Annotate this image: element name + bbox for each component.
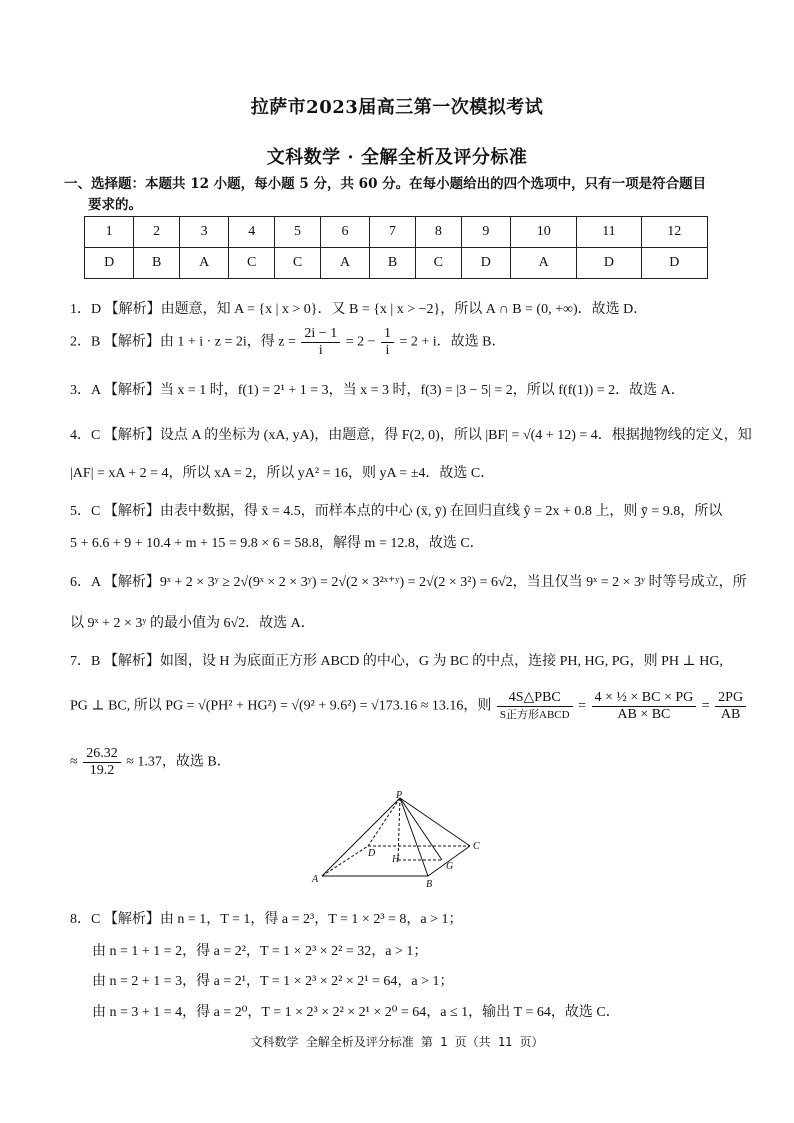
q7-frac1-numerator: 4S△PBC (497, 690, 573, 707)
exam-subtitle: 文科数学 · 全解全析及评分标准 (266, 147, 528, 168)
q2-frac2-denominator: i (385, 343, 390, 358)
solution-q1: 1．D 【解析】由题意，知 A = {x | x > 0}．又 B = {x | x > −2}，所以 A ∩ B = (0, +∞)．故选 D． (70, 302, 648, 317)
question-number-cell: 7 (370, 217, 416, 248)
solution-q5-line2: 5 + 6.6 + 9 + 10.4 + m + 15 = 9.8 × 6 = 58.8，解得 m = 12.8，故选 C． (70, 536, 484, 551)
q7-fraction-1 (497, 690, 573, 723)
label-D: D (368, 848, 376, 859)
q2-fraction-1 (301, 326, 340, 359)
solution-q4-line2: |AF| = xA + 2 = 4，所以 xA = 2，所以 yA² = 16，则 yA = ±4．故选 C． (70, 466, 495, 481)
label-C: C (473, 841, 480, 852)
answer-cell: C (415, 248, 461, 279)
section-heading (64, 174, 730, 216)
question-number-cell: 4 (229, 217, 275, 248)
label-H: H (392, 854, 400, 865)
solution-q2 (70, 326, 506, 359)
label-P: P (396, 790, 403, 801)
solution-q7-line1: 7．B 【解析】如图，设 H 为底面正方形 ABCD 的中心，G 为 BC 的中点，连接 PH, HG, PG，则 PH ⊥ HG, (70, 654, 723, 669)
solution-q6-line1: 6．A 【解析】9ˣ + 2 × 3ʸ ≥ 2√(9ˣ × 2 × 3ʸ) = 2√(2 × 3²ˣ⁺ʸ) = 2√(2 × 3²) = 6√2，当且仅当 9ˣ = 2 × 3ʸ 时等号成立，所 (70, 575, 747, 590)
edge-PB (400, 798, 428, 876)
solution-q7-line3 (70, 746, 231, 779)
solution-q8-line4: 由 n = 3 + 1 = 4，得 a = 2⁰，T = 1 × 2³ × 2² × 2¹ × 2⁰ = 64，a ≤ 1，输出 T = 64，故选 C． (92, 1005, 620, 1020)
q7-fraction-4 (83, 746, 121, 779)
exam-title: 拉萨市2023届高三第一次模拟考试 (250, 97, 544, 118)
question-number-cell: 5 (275, 217, 321, 248)
question-number-cell: 11 (577, 217, 641, 248)
answer-table-number-row (85, 217, 708, 248)
section-heading-line1: 一、选择题：本题共 12 小题，每小题 5 分，共 60 分。在每小题给出的四个选项中，只有一项是符合题目 (64, 176, 707, 192)
edge-AD (322, 846, 368, 876)
q7-equals-1: = (578, 698, 586, 714)
answer-table (84, 216, 708, 279)
solution-q8-line2: 由 n = 1 + 1 = 2，得 a = 2²，T = 1 × 2³ × 2² = 32，a > 1； (92, 944, 428, 959)
q2-text-a: 2．B 【解析】由 1 + i · z = 2i，得 z = (70, 334, 296, 350)
q7-fraction-3 (715, 690, 746, 723)
q7-fraction-2 (592, 690, 697, 723)
q2-fraction-2 (381, 326, 394, 359)
q7-frac3-denominator: AB (720, 707, 741, 722)
question-number-cell: 8 (415, 217, 461, 248)
question-number-cell: 3 (180, 217, 229, 248)
answer-cell: B (370, 248, 416, 279)
solution-q8-line1: 8．C 【解析】由 n = 1，T = 1，得 a = 2³，T = 1 × 2³ = 8，a > 1； (70, 912, 463, 927)
question-number-cell: 6 (320, 217, 369, 248)
edge-PC (400, 798, 470, 846)
section-heading-line2: 要求的。 (88, 197, 142, 213)
answer-cell: A (180, 248, 229, 279)
question-number-cell: 12 (641, 217, 707, 248)
edge-PH (398, 798, 400, 860)
q7-equals-2: = (701, 698, 710, 714)
q7-frac4-denominator: 19.2 (89, 763, 115, 778)
q7-approx-suffix: ≈ 1.37，故选 B． (126, 754, 231, 770)
q7-frac2-denominator: AB × BC (617, 707, 671, 722)
question-number-cell: 2 (134, 217, 180, 248)
q7-frac3-numerator: 2PG (715, 690, 746, 707)
q7-frac1-denominator: S正方形ABCD (499, 709, 570, 721)
label-A: A (312, 874, 319, 885)
edge-PD (368, 798, 400, 846)
pyramid-figure (310, 790, 490, 890)
answer-cell: A (510, 248, 576, 279)
answer-cell: C (229, 248, 275, 279)
q2-text-c: = 2 + i．故选 B． (399, 334, 506, 350)
solution-q8-line3: 由 n = 2 + 1 = 3，得 a = 2¹，T = 1 × 2³ × 2² × 2¹ = 64，a > 1； (92, 974, 454, 989)
question-number-cell: 9 (461, 217, 510, 248)
solution-q7-line2 (70, 690, 748, 723)
answer-cell: D (641, 248, 707, 279)
solution-q4-line1: 4．C 【解析】设点 A 的坐标为 (xA, yA)，由题意，得 F(2, 0)，所以 |BF| = √(4 + 12) = 4．根据抛物线的定义，知 (70, 428, 752, 443)
q7-frac2-numerator: 4 × ½ × BC × PG (592, 690, 697, 707)
q7-approx-prefix: ≈ (70, 754, 78, 770)
edge-PA (322, 798, 400, 876)
q7-text-b: PG ⊥ BC, 所以 PG = √(PH² + HG²) = √(9² + 9.6²) = √173.16 ≈ 13.16，则 (70, 698, 492, 714)
answer-cell: D (85, 248, 134, 279)
answer-cell: D (461, 248, 510, 279)
answer-table-answer-row (85, 248, 708, 279)
label-G: G (446, 861, 454, 872)
answer-cell: C (275, 248, 321, 279)
q7-frac4-numerator: 26.32 (83, 746, 121, 763)
q2-frac1-numerator: 2i − 1 (301, 326, 340, 343)
solution-q3: 3．A 【解析】当 x = 1 时，f(1) = 2¹ + 1 = 3，当 x = 3 时，f(3) = |3 − 5| = 2，所以 f(f(1)) = 2．故选 A． (70, 383, 685, 398)
page-footer: 文科数学 全解全析及评分标准 第 1 页（共 11 页） (250, 1035, 544, 1049)
question-number-cell: 10 (510, 217, 576, 248)
question-number-cell: 1 (85, 217, 134, 248)
q2-frac2-numerator: 1 (381, 326, 394, 343)
solution-q6-line2: 以 9ˣ + 2 × 3ʸ 的最小值为 6√2．故选 A． (70, 616, 315, 631)
q2-frac1-denominator: i (318, 343, 323, 358)
solution-q5-line1: 5．C 【解析】由表中数据，得 x̄ = 4.5，而样本点的中心 (x̄, ȳ) 在回归直线 ŷ = 2x + 0.8 上，则 ȳ = 9.8，所以 (70, 504, 723, 519)
label-B: B (426, 879, 433, 890)
q2-text-b: = 2 − (345, 334, 376, 350)
answer-cell: B (134, 248, 180, 279)
edge-PG (400, 798, 442, 860)
answer-cell: A (320, 248, 369, 279)
answer-cell: D (577, 248, 641, 279)
